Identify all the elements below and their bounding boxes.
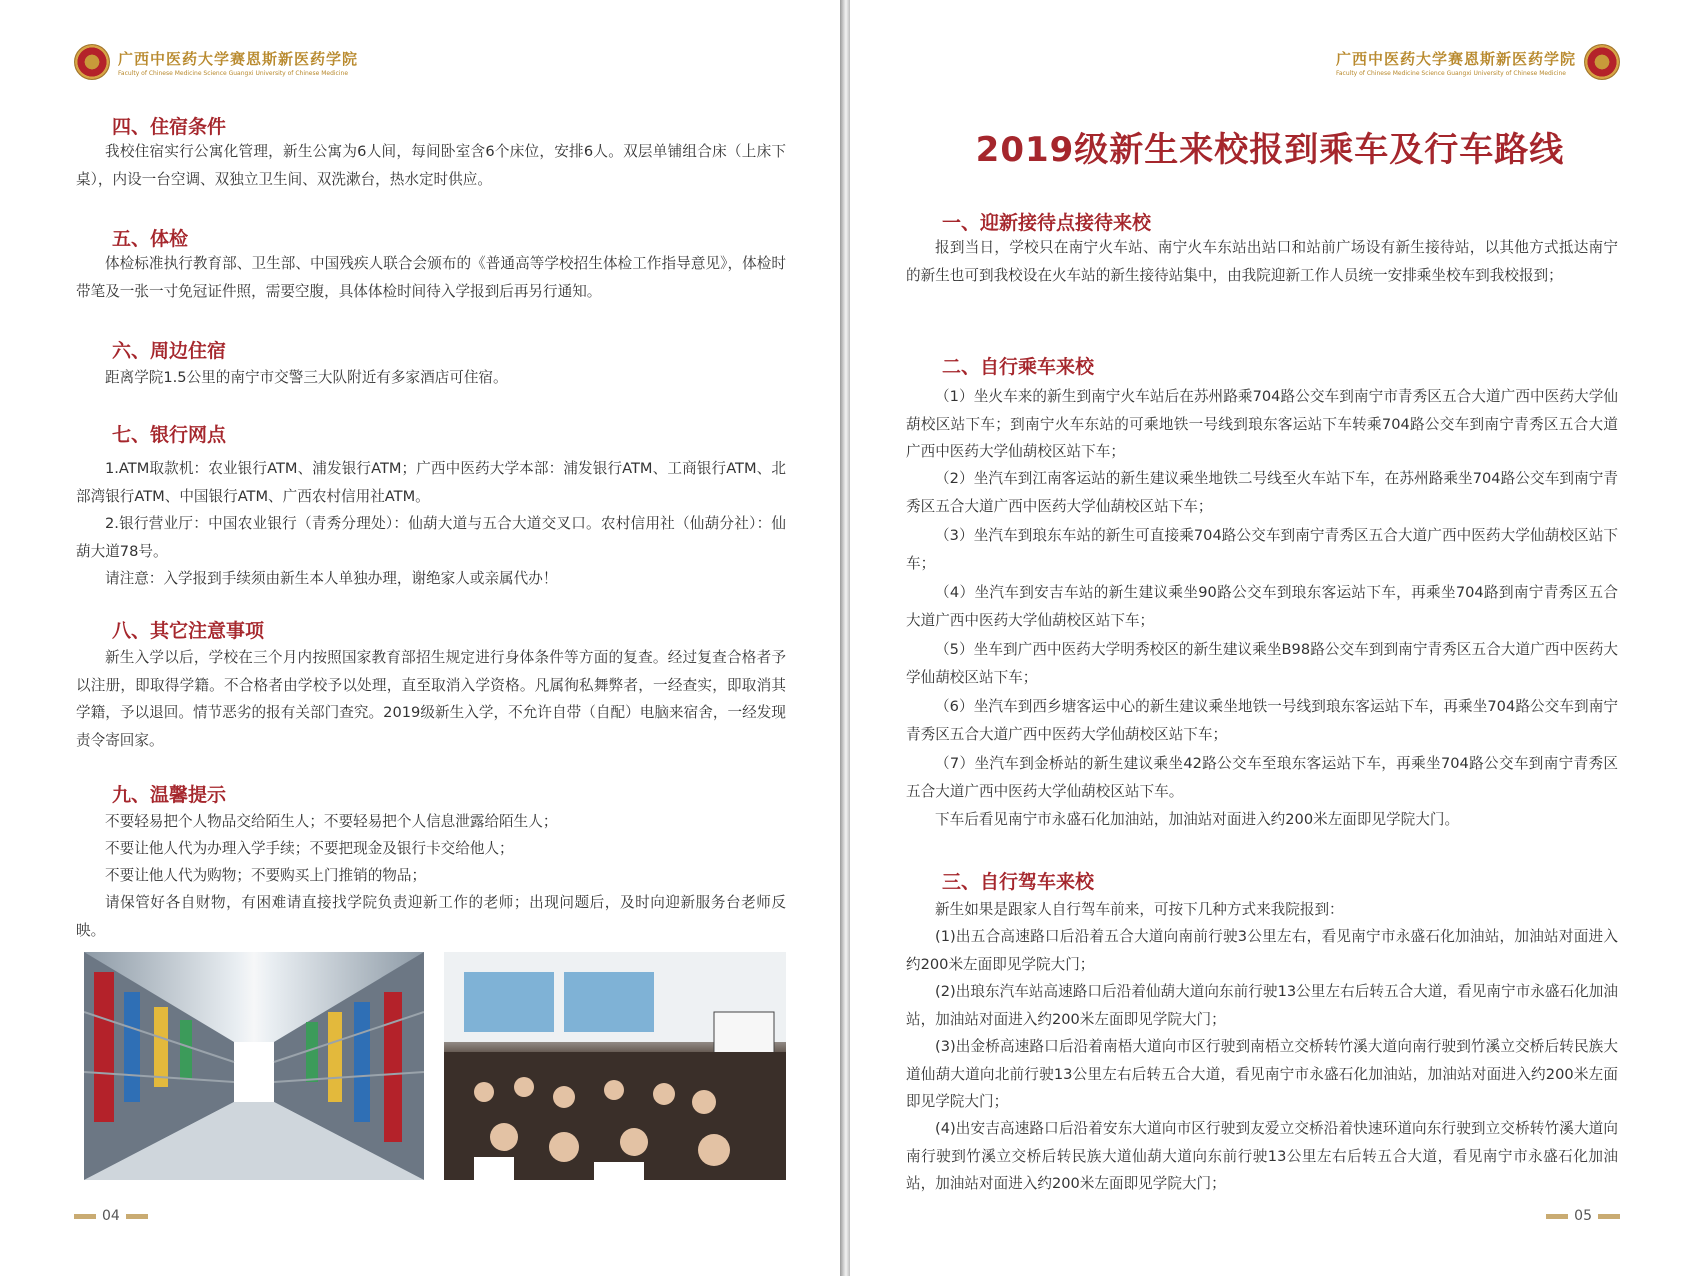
classroom-photo xyxy=(444,952,786,1180)
paragraph: 请保管好各自财物，有困难请直接找学院负责迎新工作的老师；出现问题后，及时向迎新服务台老师反映。 xyxy=(76,894,786,939)
paragraph: （1）坐火车来的新生到南宁火车站后在苏州路乘704路公交车到南宁市青秀区五合大道广西中医药大学仙葫校区站下车；到南宁火车东站的可乘地铁一号线到琅东客运站下车转乘704路公交车到南宁青秀区五合大道广西中医药大学仙葫校区站下车； xyxy=(906,388,1618,460)
header-logo xyxy=(1336,44,1620,80)
page-number xyxy=(1546,1208,1620,1224)
school-name-cn: 广西中医药大学赛恩斯新医药学院 xyxy=(118,49,359,68)
classroom-illustration xyxy=(444,952,786,1180)
paragraph: 2.银行营业厅：中国农业银行（青秀分理处）：仙葫大道与五合大道交叉口。农村信用社（仙葫分社）：仙葫大道78号。 xyxy=(76,515,786,560)
paragraph: 体检标准执行教育部、卫生部、中国残疾人联合会颁布的《普通高等学校招生体检工作指导意见》，体检时带笔及一张一寸免冠证件照，需要空腹，具体体检时间待入学报到后再另行通知。 xyxy=(76,255,786,300)
school-name-en: Faculty of Chinese Medicine Science Guangxi University of Chinese Medicine xyxy=(1335,69,1566,77)
section-title: 五、体检 xyxy=(112,228,189,250)
paragraph: 我校住宿实行公寓化管理，新生公寓为6人间，每间卧室含6个床位，安排6人。双层单铺组合床（上床下桌），内设一台空调、双独立卫生间、双洗漱台，热水定时供应。 xyxy=(76,143,786,188)
paragraph: （5）坐车到广西中医药大学明秀校区的新生建议乘坐B98路公交车到到南宁青秀区五合大道广西中医药大学仙葫校区站下车； xyxy=(906,641,1618,686)
paragraph: 新生如果是跟家人自行驾车前来，可按下几种方式来我院报到： xyxy=(935,901,1344,918)
paragraph: （3）坐汽车到琅东车站的新生可直接乘704路公交车到南宁青秀区五合大道广西中医药大学仙葫校区站下车； xyxy=(906,527,1618,572)
section-title: 四、住宿条件 xyxy=(112,116,227,138)
paragraph: (4)出安吉高速路口后沿着安东大道向市区行驶到友爱立交桥沿着快速环道向东行驶到立交桥转竹溪大道向南行驶到竹溪立交桥后转民族大道仙葫大道向东前行驶13公里左右后转五合大道，看见南宁市永盛石化加油站，加油站对面进入约200米左面即见学院大门； xyxy=(906,1120,1618,1192)
university-seal-icon xyxy=(74,44,110,80)
section-title: 七、银行网点 xyxy=(112,424,227,446)
library-illustration xyxy=(84,952,424,1180)
paragraph: (1)出五合高速路口后沿着五合大道向南前行驶3公里左右，看见南宁市永盛石化加油站，加油站对面进入约200米左面即见学院大门； xyxy=(906,928,1618,973)
section-title: 九、温馨提示 xyxy=(112,784,227,806)
university-seal-icon xyxy=(1584,44,1620,80)
paragraph: （7）坐汽车到金桥站的新生建议乘坐42路公交车至琅东客运站下车，再乘坐704路公交车到南宁青秀区五合大道广西中医药大学仙葫校区站下车。 xyxy=(906,755,1618,800)
right-page xyxy=(850,0,1690,1276)
paragraph: 不要让他人代为购物；不要购买上门推销的物品； xyxy=(105,867,427,884)
section-title: 一、迎新接待点接待来校 xyxy=(942,212,1152,234)
paragraph: 下车后看见南宁市永盛石化加油站，加油站对面进入约200米左面即见学院大门。 xyxy=(935,811,1460,828)
section-title: 六、周边住宿 xyxy=(112,340,227,362)
library-photo xyxy=(84,952,424,1180)
page-number-text: 05 xyxy=(1574,1208,1592,1224)
section-title: 八、其它注意事项 xyxy=(112,620,265,642)
section-title: 二、自行乘车来校 xyxy=(942,356,1095,378)
paragraph: 新生入学以后，学校在三个月内按照国家教育部招生规定进行身体条件等方面的复查。经过复查合格者予以注册，即取得学籍。不合格者由学校予以处理，直至取消入学资格。凡属徇私舞弊者，一经查实，即取消其学籍，予以退回。情节恶劣的报有关部门查究。2019级新生入学，不允许自带（自配）电脑来宿舍，一经发现责令寄回家。 xyxy=(76,649,786,749)
book-gutter xyxy=(840,0,850,1276)
section-title: 三、自行驾车来校 xyxy=(942,871,1095,893)
paragraph: (2)出琅东汽车站高速路口后沿着仙葫大道向东前行驶13公里左右后转五合大道，看见南宁市永盛石化加油站，加油站对面进入约200米左面即见学院大门； xyxy=(906,983,1618,1028)
paragraph: 1.ATM取款机：农业银行ATM、浦发银行ATM；广西中医药大学本部：浦发银行ATM、工商银行ATM、北部湾银行ATM、中国银行ATM、广西农村信用社ATM。 xyxy=(76,460,786,505)
paragraph: 不要轻易把个人物品交给陌生人；不要轻易把个人信息泄露给陌生人； xyxy=(105,813,558,830)
paragraph: 距离学院1.5公里的南宁市交警三大队附近有多家酒店可住宿。 xyxy=(105,369,508,386)
page-title: 2019级新生来校报到乘车及行车路线 xyxy=(975,130,1565,170)
school-name-en: Faculty of Chinese Medicine Science Guangxi University of Chinese Medicine xyxy=(118,69,349,77)
left-page xyxy=(0,0,840,1276)
school-name-cn: 广西中医药大学赛恩斯新医药学院 xyxy=(1335,49,1576,68)
header-logo xyxy=(74,44,358,80)
page-number xyxy=(74,1208,148,1224)
paragraph: 请注意：入学报到手续须由新生本人单独办理，谢绝家人或亲属代办！ xyxy=(105,570,558,587)
paragraph: （2）坐汽车到江南客运站的新生建议乘坐地铁二号线至火车站下车，在苏州路乘坐704路公交车到南宁青秀区五合大道广西中医药大学仙葫校区站下车； xyxy=(906,470,1618,515)
paragraph: 不要让他人代为办理入学手续；不要把现金及银行卡交给他人； xyxy=(105,840,514,857)
paragraph: 报到当日，学校只在南宁火车站、南宁火车东站出站口和站前广场设有新生接待站，以其他方式抵达南宁的新生也可到我校设在火车站的新生接待站集中，由我院迎新工作人员统一安排乘坐校车到我校报到； xyxy=(906,239,1618,284)
paragraph: （6）坐汽车到西乡塘客运中心的新生建议乘坐地铁一号线到琅东客运站下车，再乘坐704路公交车到南宁青秀区五合大道广西中医药大学仙葫校区站下车； xyxy=(906,698,1618,743)
paragraph: （4）坐汽车到安吉车站的新生建议乘坐90路公交车到琅东客运站下车，再乘坐704路到南宁青秀区五合大道广西中医药大学仙葫校区站下车； xyxy=(906,584,1618,629)
paragraph: (3)出金桥高速路口后沿着南梧大道向市区行驶到南梧立交桥转竹溪大道向南行驶到竹溪立交桥后转民族大道仙葫大道向北前行驶13公里左右后转五合大道，看见南宁市永盛石化加油站，加油站对面进入约200米左面即见学院大门； xyxy=(906,1038,1618,1110)
page-number-text: 04 xyxy=(102,1208,120,1224)
